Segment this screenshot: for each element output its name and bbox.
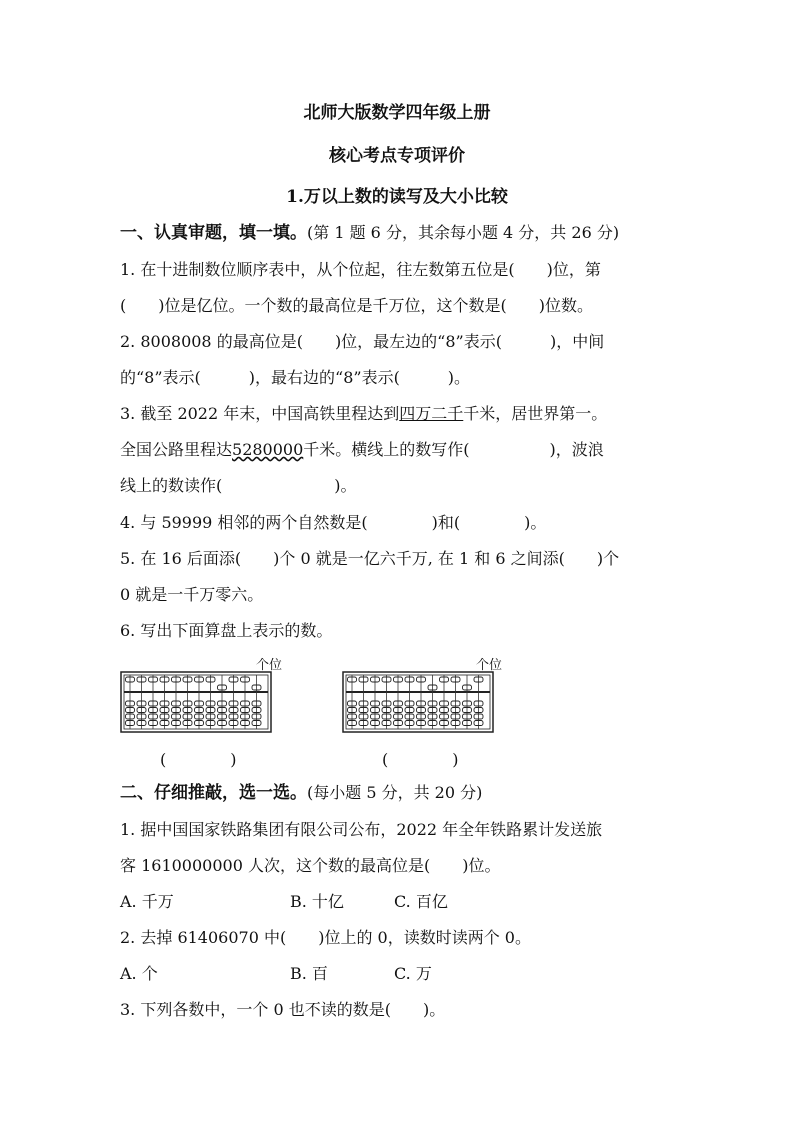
- book-title: 北师大版数学四年级上册: [303, 103, 491, 123]
- q2-line2: 的“8”表示( )，最右边的“8”表示( )。: [120, 368, 471, 387]
- abacus-2: [342, 671, 494, 733]
- q6-line: 6. 写出下面算盘上表示的数。: [120, 621, 333, 640]
- abacus1-answer: ( ): [160, 750, 237, 769]
- q3-line1: [120, 402, 607, 426]
- s2-q1-option-a: A. 千万: [120, 892, 174, 911]
- section1-header: [120, 221, 619, 245]
- section2-heading: 二、仔细推敲，选一选。: [120, 783, 307, 803]
- q3-line2-text-b: 千米。横线上的数写作( )，波浪: [303, 440, 604, 459]
- q3-underlined-number: 四万二千: [399, 404, 464, 423]
- q5-line1: 5. 在 16 后面添( )个 0 就是一亿六千万, 在 1 和 6 之间添( )个: [120, 549, 620, 568]
- section1-score: (第 1 题 6 分，其余每小题 4 分，共 26 分): [307, 223, 620, 242]
- s2-q1-line1: 1. 据中国国家铁路集团有限公司公布，2022 年全年铁路累计发送旅: [120, 820, 603, 839]
- unit-title: 1.万以上数的读写及大小比较: [286, 187, 508, 207]
- q1-line2: ( )位是亿位。一个数的最高位是千万位，这个数是( )位数。: [120, 296, 593, 315]
- section2-header: [120, 781, 482, 805]
- s2-q1-option-b: B. 十亿: [290, 892, 344, 911]
- abacus1-ones-label: 个位: [256, 658, 283, 673]
- s2-q2-option-c: C. 万: [394, 964, 432, 983]
- q3-line1-text-a: 3. 截至 2022 年末，中国高铁里程达到: [120, 404, 400, 423]
- q4-line: 4. 与 59999 相邻的两个自然数是( )和( )。: [120, 513, 547, 532]
- section1-heading: 一、认真审题，填一填。: [120, 223, 307, 243]
- s2-q1-option-c: C. 百亿: [394, 892, 448, 911]
- q2-line1: 2. 8008008 的最高位是( )位，最左边的“8”表示( )，中间: [120, 332, 605, 351]
- q1-line1: 1. 在十进制数位顺序表中，从个位起，往左数第五位是( )位，第: [120, 260, 601, 279]
- s2-q2-option-b: B. 百: [290, 964, 328, 983]
- section2-score: (每小题 5 分，共 20 分): [307, 783, 483, 802]
- q5-line2: 0 就是一千万零六。: [120, 585, 264, 604]
- q3-line1-text-b: 千米，居世界第一。: [463, 404, 608, 423]
- s2-q3-line: 3. 下列各数中，一个 0 也不读的数是( )。: [120, 1000, 446, 1019]
- s2-q1-line2: 客 1610000000 人次，这个数的最高位是( )位。: [120, 856, 501, 875]
- abacus2-answer: ( ): [382, 750, 459, 769]
- q3-line2-text-a: 全国公路里程达: [120, 440, 233, 459]
- abacus2-ones-label: 个位: [476, 658, 503, 673]
- abacus-1: [120, 671, 272, 733]
- s2-q2-option-a: A. 个: [120, 964, 158, 983]
- q3-line3: 线上的数读作( )。: [120, 476, 357, 495]
- subtitle: 核心考点专项评价: [329, 146, 465, 166]
- q3-wavy-number: 5280000: [232, 440, 304, 459]
- s2-q2-line: 2. 去掉 61406070 中( )位上的 0，读数时读两个 0。: [120, 928, 531, 947]
- q3-line2: [120, 438, 604, 462]
